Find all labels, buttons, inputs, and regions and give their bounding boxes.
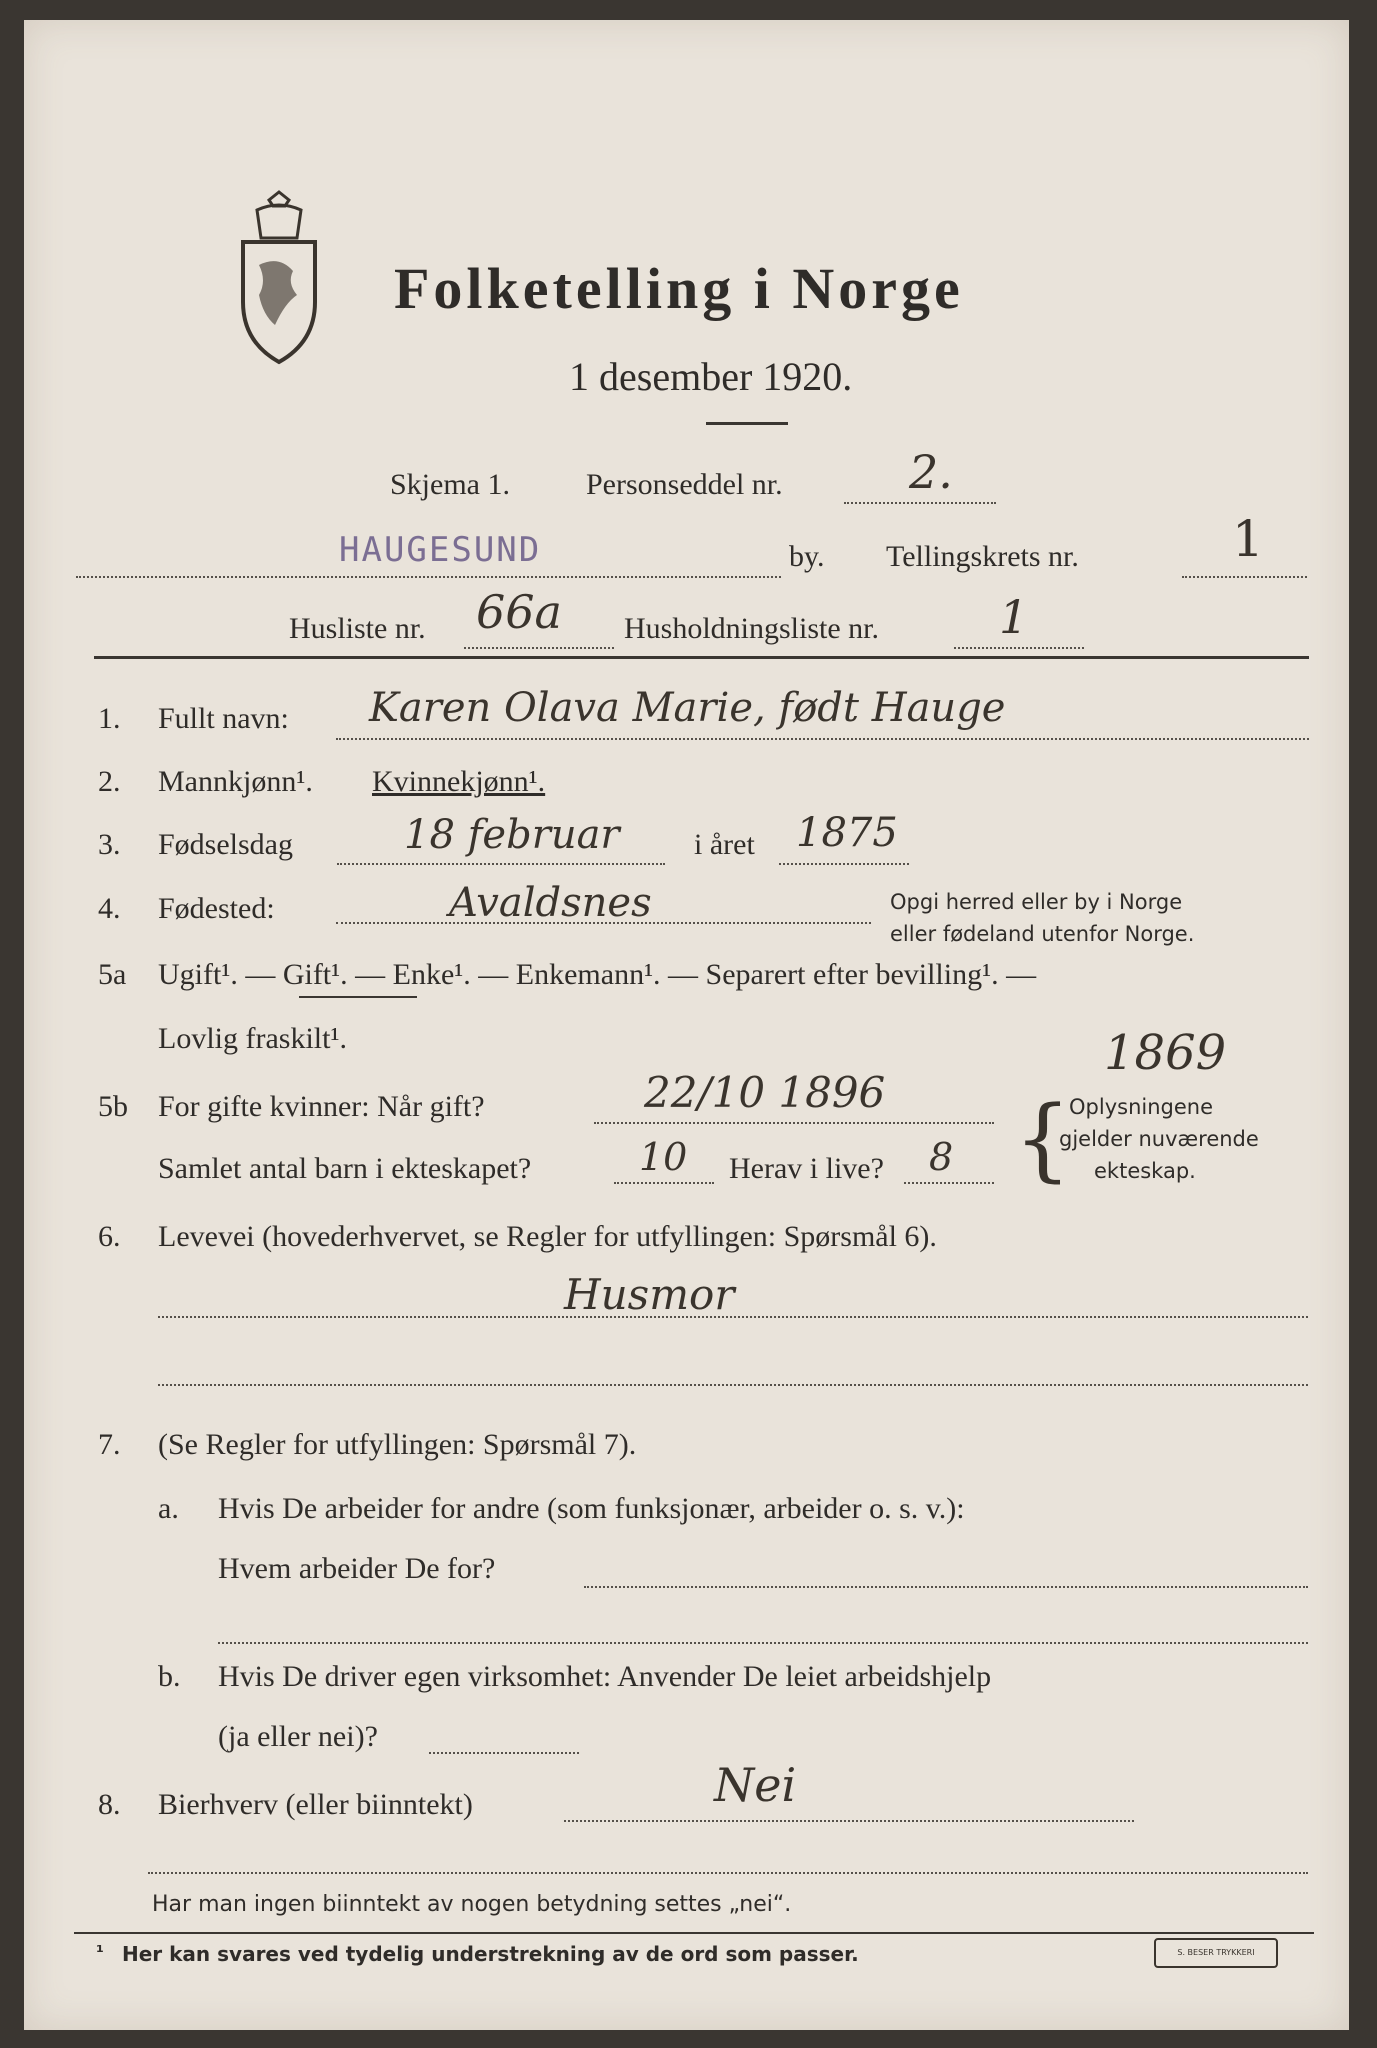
q7-number: 7. — [98, 1428, 121, 1461]
q4-value: Avaldsnes — [449, 880, 652, 926]
skjema-label: Skjema 1. — [390, 468, 510, 501]
city-stamp: HAUGESUND — [339, 530, 542, 570]
q7b-line2: (ja eller nei)? — [218, 1720, 378, 1753]
form-title: Folketelling i Norge — [394, 256, 964, 321]
q7b-answer-line — [429, 1752, 579, 1754]
q3-year-line — [779, 863, 909, 865]
tellingskrets-label: Tellingskrets nr. — [886, 540, 1079, 573]
q5b-children-line — [614, 1182, 714, 1184]
q7a-answer-line — [584, 1586, 1308, 1588]
q1-number: 1. — [98, 702, 121, 735]
q7a-line1: Hvis De arbeider for andre (som funksjonær, arbeider o. s. v.): — [218, 1492, 965, 1525]
q5b-brace: { — [1014, 1087, 1072, 1192]
q6-label: Levevei (hovederhvervet, se Regler for utfyllingen: Spørsmål 6). — [158, 1220, 937, 1253]
q5a-number: 5a — [98, 958, 127, 991]
q5b-number: 5b — [98, 1090, 128, 1123]
q5b-note-line1: Oplysningene — [1069, 1095, 1213, 1119]
footer-rule — [74, 1932, 1314, 1934]
q3-year-value: 1875 — [796, 810, 898, 856]
q5b-alive-line — [904, 1182, 994, 1184]
husholdning-value: 1 — [999, 590, 1029, 644]
husliste-value: 66a — [476, 585, 562, 639]
q5b-note-line3: ekteskap. — [1094, 1159, 1196, 1183]
q5a-gift-underline — [299, 996, 417, 998]
q1-line — [336, 738, 1309, 740]
q5b-label: For gifte kvinner: Når gift? — [158, 1090, 485, 1123]
q3-line — [337, 863, 665, 865]
q5a-options: Ugift¹. — Gift¹. — Enke¹. — Enkemann¹. — Separert efter bevilling¹. — — [158, 958, 1037, 991]
census-form-page — [24, 20, 1349, 2030]
q5b-year-note: 1869 — [1104, 1025, 1227, 1081]
husliste-label: Husliste nr. — [289, 612, 426, 645]
q8-value: Nei — [714, 1758, 797, 1812]
q7a-line2: Hvem arbeider De for? — [218, 1552, 496, 1585]
q4-note-line1: Opgi herred eller by i Norge — [890, 890, 1183, 914]
q2-number: 2. — [98, 765, 121, 798]
q5b-alive-label: Herav i live? — [729, 1152, 884, 1185]
q6-line2 — [158, 1384, 1308, 1386]
q8-line2 — [148, 1872, 1308, 1874]
q3-year-label: i året — [694, 828, 755, 861]
tellingskrets-value: 1 — [1232, 510, 1264, 568]
q8-line — [564, 1820, 1134, 1822]
printer-mark — [1154, 1938, 1278, 1968]
q5b-alive-value: 8 — [929, 1135, 954, 1179]
q4-note-line2: eller fødeland utenfor Norge. — [890, 922, 1195, 946]
coat-of-arms-icon — [229, 190, 329, 365]
q5b-married-line — [594, 1122, 994, 1124]
q3-value: 18 februar — [404, 812, 620, 858]
q8-number: 8. — [98, 1788, 121, 1821]
personseddel-value: 2. — [909, 445, 953, 499]
q3-label: Fødselsdag — [158, 828, 293, 861]
q6-number: 6. — [98, 1220, 121, 1253]
footnote-text: Her kan svares ved tydelig understrekning av de ord som passer. — [122, 1942, 859, 1966]
q5b-married-value: 22/10 1896 — [644, 1068, 886, 1117]
husholdning-line — [954, 647, 1084, 649]
by-label: by. — [789, 540, 825, 573]
q7-label: (Se Regler for utfyllingen: Spørsmål 7). — [158, 1428, 637, 1461]
q2-female-option: Kvinnekjønn¹. — [372, 765, 546, 798]
husliste-line — [464, 647, 614, 649]
q4-number: 4. — [98, 892, 121, 925]
q4-label: Fødested: — [158, 892, 275, 925]
tellingskrets-line — [1182, 576, 1307, 578]
q6-value: Husmor — [564, 1270, 735, 1319]
q7a-letter: a. — [158, 1492, 179, 1525]
husholdning-label: Husholdningsliste nr. — [624, 612, 880, 645]
q5a-options-line2: Lovlig fraskilt¹. — [158, 1022, 347, 1055]
q7a-answer-line2 — [218, 1642, 1308, 1644]
q3-number: 3. — [98, 828, 121, 861]
q5b-children-label: Samlet antal barn i ekteskapet? — [158, 1152, 532, 1185]
q5b-note-line2: gjelder nuværende — [1059, 1127, 1259, 1151]
q1-label: Fullt navn: — [158, 702, 289, 735]
nei-note: Har man ingen biinntekt av nogen betydning settes „nei“. — [152, 1892, 792, 1917]
q8-label: Bierhverv (eller biinntekt) — [158, 1788, 473, 1821]
q7b-letter: b. — [158, 1660, 181, 1693]
personseddel-line — [844, 502, 996, 504]
printer-name: S. BESER TRYKKERI — [1177, 1948, 1255, 1957]
q5b-children-value: 10 — [639, 1135, 688, 1179]
census-date: 1 desember 1920. — [569, 354, 853, 399]
q6-line1 — [158, 1316, 1308, 1318]
header-rule — [94, 656, 1309, 659]
q1-value: Karen Olava Marie, født Hauge — [369, 685, 1006, 731]
footnote-mark: ¹ — [96, 1942, 104, 1963]
city-line — [76, 576, 781, 578]
q7b-line1: Hvis De driver egen virksomhet: Anvender De leiet arbeidshjelp — [218, 1660, 992, 1693]
q2-male-option: Mannkjønn¹. — [158, 765, 313, 798]
title-divider — [706, 422, 788, 425]
personseddel-label: Personseddel nr. — [586, 468, 783, 501]
